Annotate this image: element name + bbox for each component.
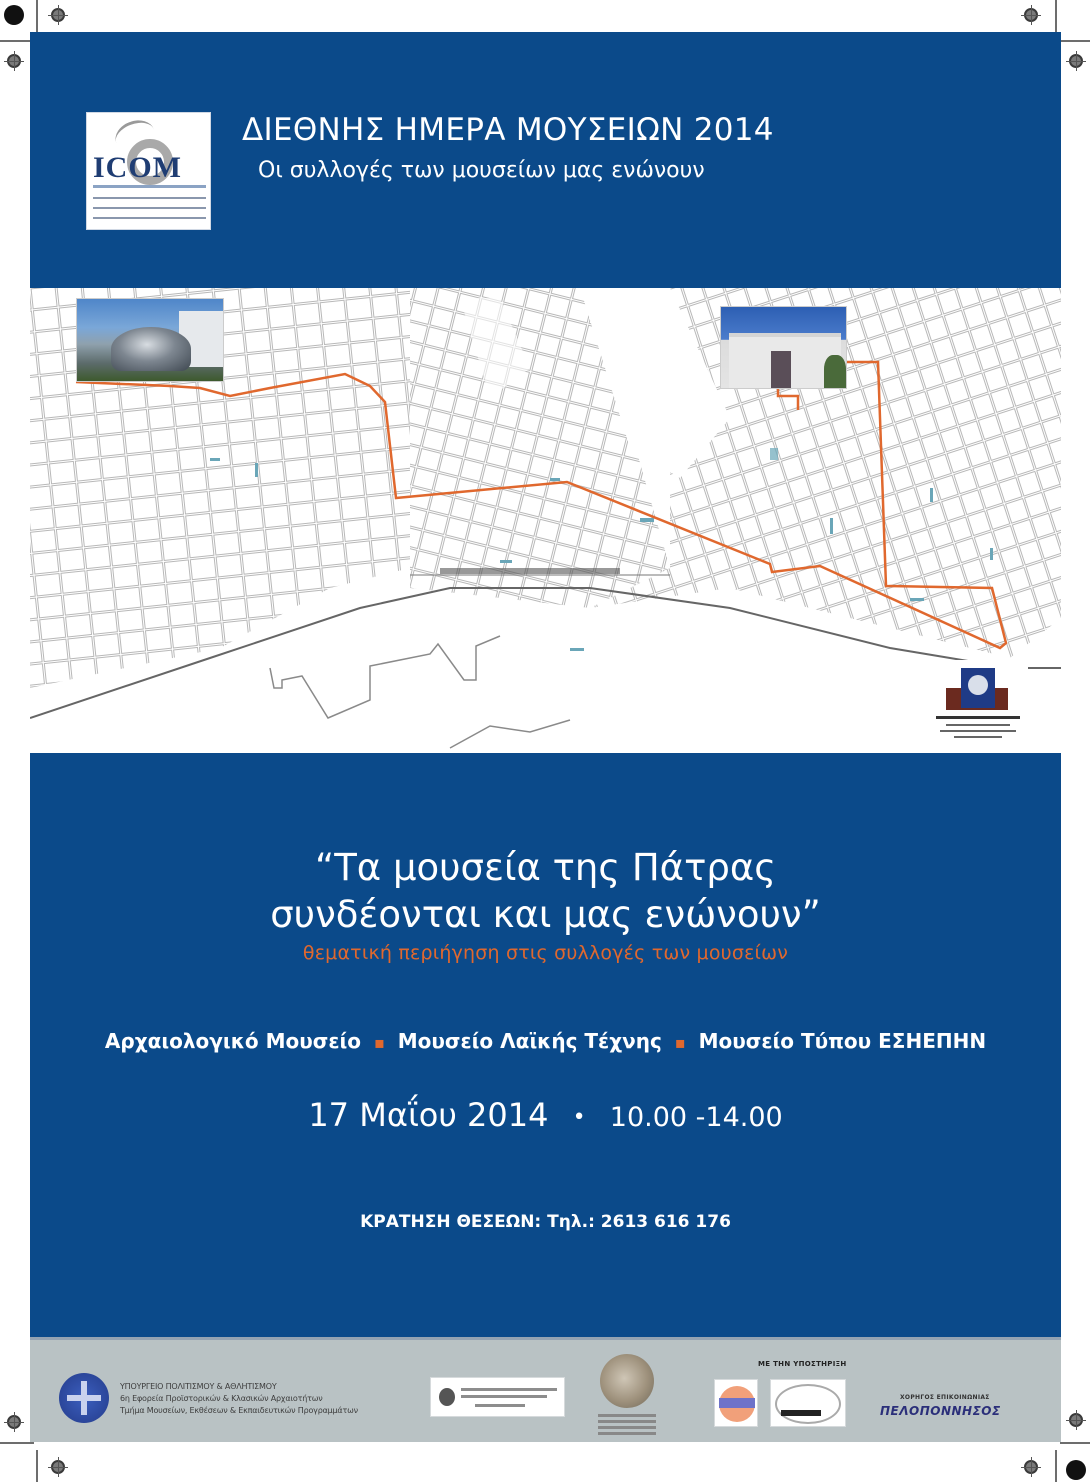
registration-mark-icon bbox=[7, 54, 21, 68]
booking-phone: ΚΡΑΤΗΣΗ ΘΕΣΕΩΝ: Τηλ.: 2613 616 176 bbox=[360, 1212, 731, 1232]
museum-folk-art: Μουσείο Λαϊκής Τέχνης bbox=[397, 1029, 662, 1053]
crop-mark bbox=[36, 0, 38, 34]
registration-mark-icon bbox=[1024, 1460, 1038, 1474]
event-datetime bbox=[30, 1096, 1061, 1134]
ministry-line-2: 6η Εφορεία Προϊστορικών & Κλασικών Αρχαιοτήτων bbox=[120, 1394, 323, 1403]
header-panel bbox=[30, 32, 1061, 288]
museums-list bbox=[30, 1029, 1061, 1053]
crop-mark bbox=[1060, 40, 1090, 42]
registration-mark-icon bbox=[1069, 1413, 1083, 1427]
event-panel bbox=[30, 753, 1061, 1337]
registration-mark-icon bbox=[51, 1460, 65, 1474]
registration-mark-icon bbox=[1069, 54, 1083, 68]
peloponnisos-logo: ΠΕΛΟΠΟΝΝΗΣΟΣ bbox=[880, 1404, 1001, 1418]
page-title: ΔΙΕΘΝΗΣ ΗΜΕΡΑ ΜΟΥΣΕΙΩΝ 2014 bbox=[242, 112, 774, 148]
crop-mark bbox=[0, 40, 34, 42]
event-theme: θεματική περιήγηση στις συλλογές των μουσείων bbox=[302, 942, 789, 964]
separator-icon: ▪ bbox=[674, 1033, 686, 1052]
esiepin-mark-icon bbox=[439, 1388, 455, 1406]
registration-mark-icon bbox=[7, 1415, 21, 1429]
esiepin-logo bbox=[928, 660, 1028, 748]
bullet-icon: • bbox=[572, 1104, 586, 1130]
event-title-line-2: συνδέονται και μας ενώνουν” bbox=[270, 893, 821, 936]
sponsor-strip bbox=[30, 1337, 1061, 1442]
ministry-line-3: Τμήμα Μουσείων, Εκθέσεων & Εκπαιδευτικών Προγραμμάτων bbox=[120, 1406, 358, 1415]
event-title-line-1: “Τα μουσεία της Πάτρας bbox=[315, 846, 776, 889]
crop-mark bbox=[1055, 1450, 1057, 1482]
museum-archaeological: Αρχαιολογικό Μουσείο bbox=[104, 1029, 361, 1053]
city-map bbox=[30, 288, 1061, 753]
modern-museum-building-photo bbox=[76, 298, 224, 382]
icom-logo bbox=[86, 112, 211, 230]
pte-logo bbox=[714, 1379, 758, 1427]
media-sponsor-label: ΧΟΡΗΓΟΣ ΕΠΙΚΟΙΝΩΝΙΑΣ bbox=[900, 1394, 990, 1401]
esiepin-sponsor-logo bbox=[430, 1377, 565, 1417]
registration-mark-icon bbox=[1066, 1460, 1086, 1480]
event-time: 10.00 -14.00 bbox=[609, 1102, 783, 1133]
greek-state-emblem-icon bbox=[59, 1373, 109, 1423]
association-logo bbox=[770, 1379, 846, 1427]
crop-mark bbox=[36, 1450, 38, 1482]
crop-mark bbox=[0, 1442, 34, 1444]
event-date: 17 Μαΐου 2014 bbox=[308, 1096, 549, 1134]
crop-mark bbox=[1060, 1442, 1090, 1444]
registration-mark-icon bbox=[51, 8, 65, 22]
registration-mark-icon bbox=[4, 5, 24, 25]
page-subtitle: Οι συλλογές των μουσείων μας ενώνουν bbox=[258, 158, 705, 183]
support-label: ΜΕ ΤΗΝ ΥΠΟΣΤΗΡΙΞΗ bbox=[758, 1360, 847, 1368]
ancient-coin-logo-icon bbox=[600, 1354, 654, 1408]
registration-mark-icon bbox=[1024, 8, 1038, 22]
crop-mark bbox=[1055, 0, 1057, 34]
separator-icon: ▪ bbox=[373, 1033, 385, 1052]
poster bbox=[30, 32, 1061, 1442]
esiepin-emblem-icon bbox=[968, 675, 988, 695]
icom-logo-text: ICOM bbox=[93, 151, 182, 184]
neoclassical-museum-building-photo bbox=[720, 306, 847, 389]
museum-press: Μουσείο Τύπου ΕΣΗΕΠΗΝ bbox=[698, 1029, 987, 1053]
ministry-line-1: ΥΠΟΥΡΓΕΙΟ ΠΟΛΙΤΙΣΜΟΥ & ΑΘΛΗΤΙΣΜΟΥ bbox=[120, 1382, 277, 1391]
